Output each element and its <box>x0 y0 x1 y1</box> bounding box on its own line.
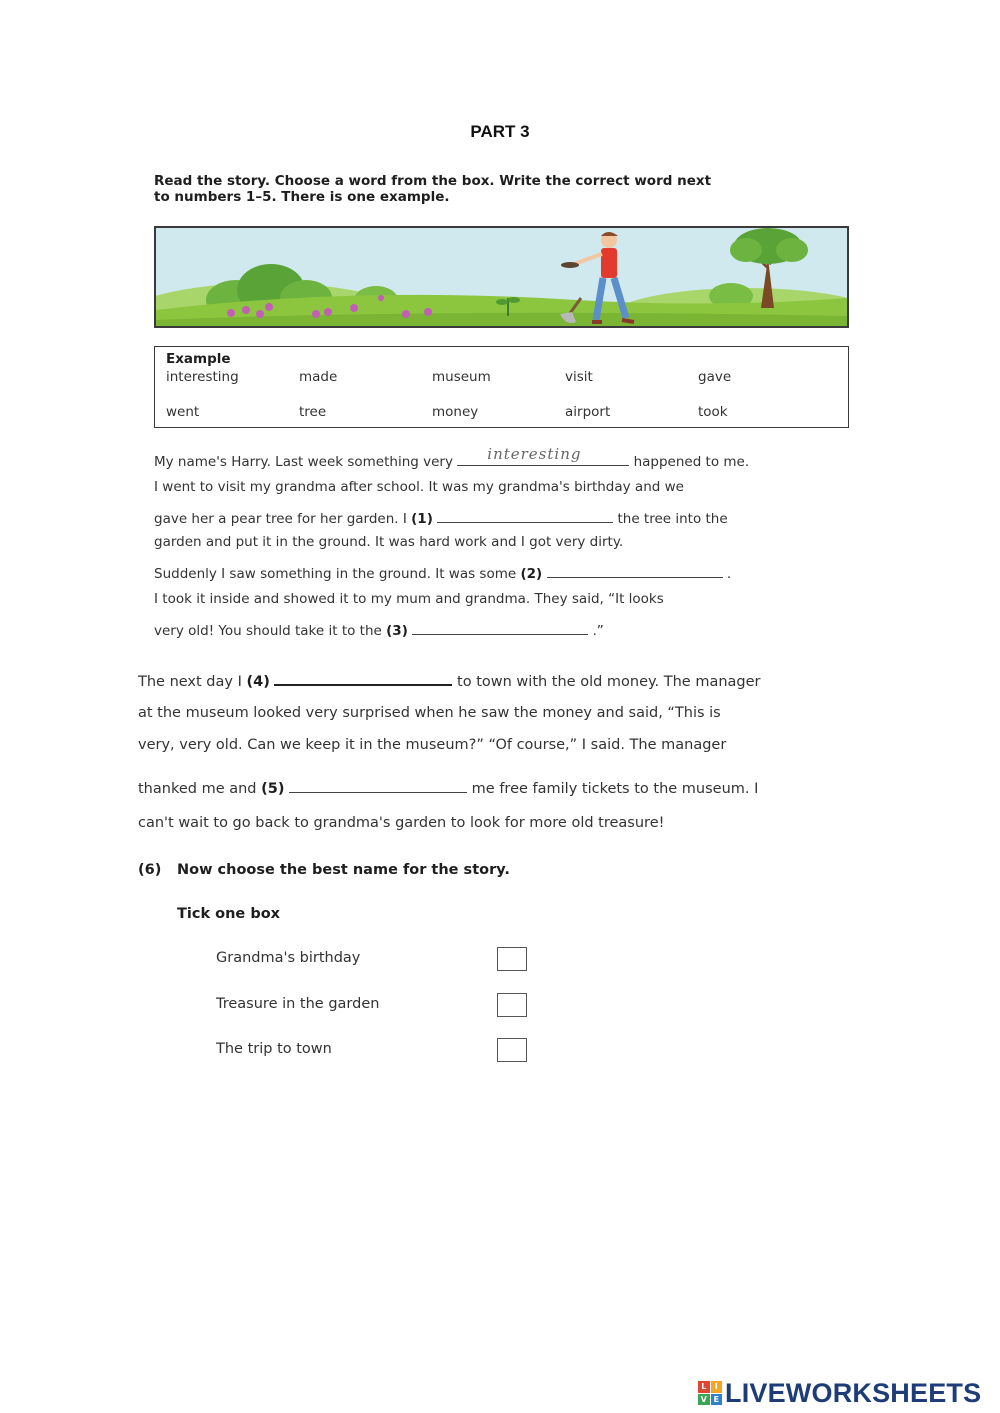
instructions-line-2: to numbers 1–5. There is one example. <box>154 189 450 205</box>
answer-blank-3[interactable] <box>412 620 588 635</box>
word-interesting: interesting <box>166 369 239 385</box>
option-label-1: Grandma's birthday <box>216 950 361 966</box>
word-box <box>154 346 849 428</box>
word-gave: gave <box>698 369 732 385</box>
question-number-3: (3) <box>386 623 408 639</box>
story-line: can't wait to go back to grandma's garden to look for more old treasure! <box>138 815 665 831</box>
page-title: PART 3 <box>470 122 530 141</box>
story-line: very, very old. Can we keep it in the museum?” “Of course,” I said. The manager <box>138 737 727 753</box>
story-line: at the museum looked very surprised when he saw the money and said, “This is <box>138 705 721 721</box>
question-6-number: (6) <box>138 862 162 878</box>
example-answer: interesting <box>487 445 582 463</box>
option-checkbox-2[interactable] <box>497 993 527 1017</box>
story-line: My name's Harry. Last week something very interesting happened to me. <box>154 445 750 470</box>
word-museum: museum <box>432 369 491 385</box>
answer-blank-4[interactable] <box>274 670 452 686</box>
answer-blank-2[interactable] <box>547 563 723 578</box>
story-line: gave her a pear tree for her garden. I (1) the tree into the <box>154 508 728 527</box>
question-number-2: (2) <box>520 566 543 582</box>
question-6-text: Now choose the best name for the story. <box>177 862 510 878</box>
word-took: took <box>698 404 728 420</box>
instructions-line-1: Read the story. Choose a word from the box. Write the correct word next <box>154 173 712 189</box>
word-tree: tree <box>299 404 327 420</box>
example-label: Example <box>166 351 231 367</box>
answer-blank-5[interactable] <box>289 778 467 793</box>
story-line: very old! You should take it to the (3) .” <box>154 620 604 639</box>
option-checkbox-3[interactable] <box>497 1038 527 1062</box>
answer-blank-1[interactable] <box>437 508 613 523</box>
tick-instruction: Tick one box <box>177 906 281 922</box>
story-line: I took it inside and showed it to my mum and grandma. They said, “It looks <box>154 591 664 607</box>
story-line: The next day I (4) to town with the old money. The manager <box>138 670 761 690</box>
story-illustration <box>154 226 849 328</box>
example-answer-blank <box>457 445 629 466</box>
option-label-3: The trip to town <box>216 1041 332 1057</box>
liveworksheets-logo <box>698 1378 981 1408</box>
logo-text: LIVEWORKSHEETS <box>725 1377 982 1408</box>
word-made: made <box>299 369 338 385</box>
story-line: garden and put it in the ground. It was hard work and I got very dirty. <box>154 534 624 550</box>
question-number-1: (1) <box>411 511 433 527</box>
logo-badge-icon: L I V E <box>698 1381 722 1405</box>
word-airport: airport <box>565 404 611 420</box>
question-number-5: (5) <box>261 781 285 797</box>
word-went: went <box>166 404 200 420</box>
story-line: thanked me and (5) me free family tickets to the museum. I <box>138 778 758 797</box>
story-line: Suddenly I saw something in the ground. It was some (2) . <box>154 563 731 582</box>
word-money: money <box>432 404 479 420</box>
instructions <box>154 173 854 205</box>
story-line: I went to visit my grandma after school. It was my grandma's birthday and we <box>154 479 684 495</box>
word-visit: visit <box>565 369 593 385</box>
option-checkbox-1[interactable] <box>497 947 527 971</box>
question-6 <box>138 862 510 878</box>
question-number-4: (4) <box>246 674 270 690</box>
option-label-2: Treasure in the garden <box>216 996 380 1012</box>
